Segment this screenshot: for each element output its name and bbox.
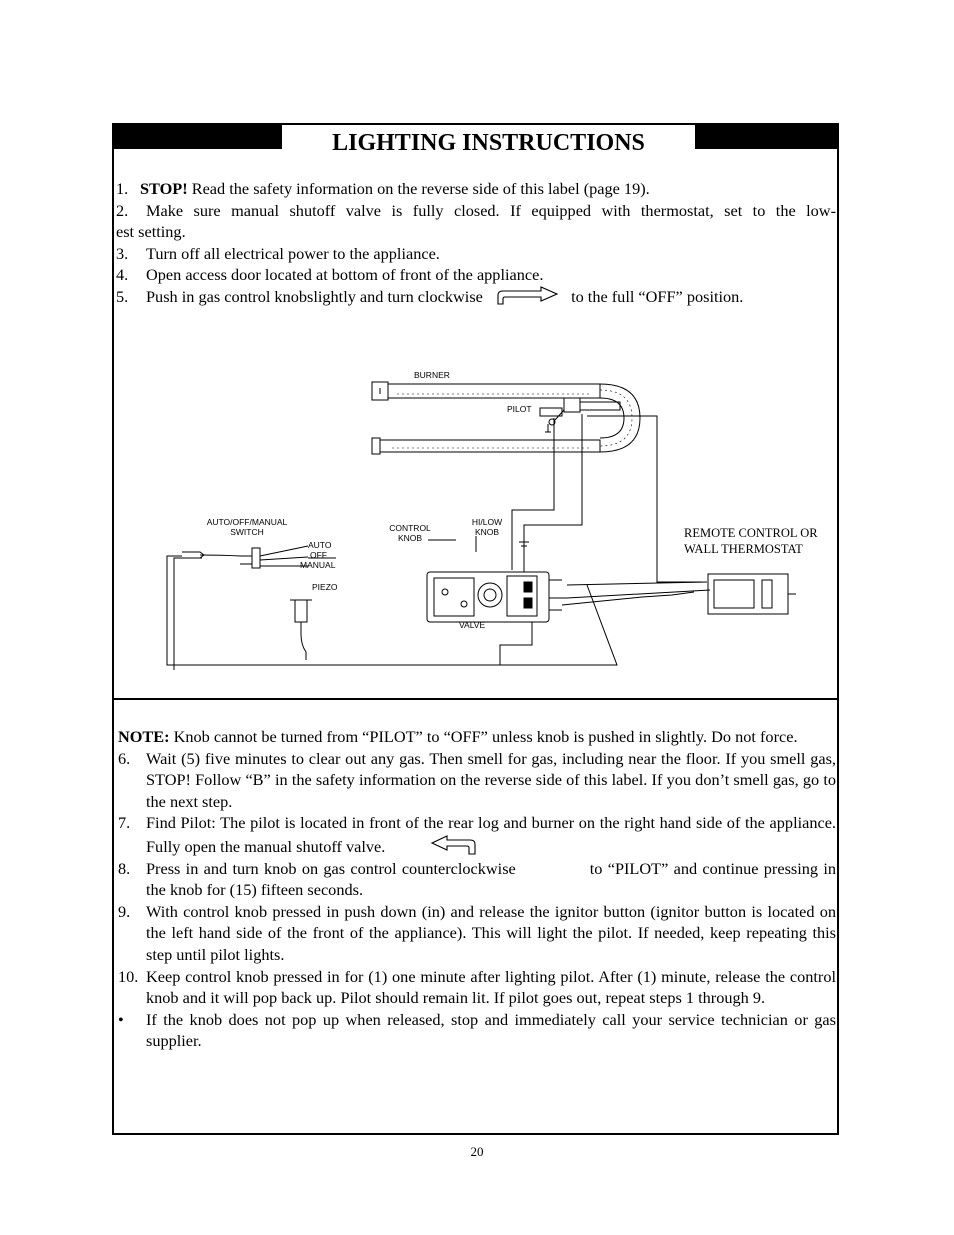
- bullet-item: • If the knob does not pop up when released, stop and immediately call your service technician or gas supplier.: [118, 1009, 836, 1051]
- piezo-label: PIEZO: [312, 582, 338, 592]
- top-steps: [116, 178, 836, 307]
- switch-label-line1: AUTO/OFF/MANUAL: [206, 517, 288, 527]
- step-4: 4. Open access door located at bottom of front of the appliance.: [116, 265, 544, 284]
- control-knob-label-line2: KNOB: [397, 533, 423, 543]
- auto-label: AUTO: [308, 540, 332, 550]
- step-6: 6. Wait (5) five minutes to clear out any gas. Then smell for gas, including near the floor. If you smell gas, STOP! Follow “B” in the safety information on the reverse side of this label. If you don’t smell gas, go to the next step.: [118, 748, 836, 811]
- step-1: 1. STOP! Read the safety information on the reverse side of this label (page 19).: [116, 179, 650, 198]
- pilot-label: PILOT: [507, 404, 532, 414]
- arrow-counterclockwise-icon: [429, 834, 479, 856]
- pilot-assembly: [540, 398, 620, 432]
- header-bar-right: [695, 123, 839, 149]
- step-8: 8. Press in and turn knob on gas control counterclockwise to “PILOT” and continue pressing in the knob for (15) fifteen seconds.: [118, 858, 837, 900]
- step-3: 3. Turn off all electrical power to the appliance.: [116, 243, 440, 263]
- remote-label-line1: REMOTE CONTROL OR: [684, 526, 818, 540]
- header-bar-left: [112, 123, 282, 149]
- step-2: 2. Make sure manual shutoff valve is fully closed. If equipped with thermostat, set to the low-: [116, 200, 836, 220]
- page-title: LIGHTING INSTRUCTIONS: [332, 130, 645, 156]
- step-10: 10. Keep control knob pressed in for (1) one minute after lighting pilot. After (1) minute, release the control knob and it will pop back up. Pilot should remain lit. If pilot goes out, repeat steps 1 through 9.: [118, 966, 836, 1008]
- step-7: 7. Find Pilot: The pilot is located in front of the rear log and burner on the right hand side of the appliance. Fully open the manual shutoff valve.: [118, 813, 836, 856]
- hilow-knob-label-line1: HI/LOW: [471, 517, 503, 527]
- gas-valve: [427, 572, 567, 622]
- section-divider: [112, 698, 839, 700]
- control-knob-label-line1: CONTROL: [389, 523, 431, 533]
- step-5: 5. Push in gas control knobslightly and turn clockwise to the full “OFF” position.: [116, 286, 744, 306]
- off-label: OFF: [310, 550, 327, 560]
- note: NOTE: Knob cannot be turned from “PILOT” to “OFF” unless knob is pushed in slightly. Do not force.: [118, 727, 798, 746]
- auto-off-manual-switch: [182, 546, 308, 568]
- gas-control-diagram: [112, 360, 839, 680]
- remote-control: [708, 574, 796, 614]
- arrow-clockwise-icon: [495, 286, 561, 306]
- valve-label: VALVE: [459, 620, 486, 630]
- bottom-instructions: [118, 726, 836, 1052]
- page-number: 20: [470, 1144, 484, 1159]
- burner-label: BURNER: [414, 370, 450, 380]
- switch-label-line2: SWITCH: [230, 527, 264, 537]
- step-2-cont: est setting.: [116, 222, 186, 241]
- piezo-igniter: [290, 600, 312, 660]
- burner-assembly: [372, 382, 640, 454]
- hilow-knob-label-line2: KNOB: [474, 527, 500, 537]
- remote-label-line2: WALL THERMOSTAT: [684, 542, 803, 556]
- step-9: 9. With control knob pressed in push down (in) and release the ignitor button (ignitor button is located on the left hand side of the front of the appliance). This will light the pilot. If needed, keep repeating this step until pilot lights.: [118, 901, 836, 964]
- manual-label: MANUAL: [300, 560, 336, 570]
